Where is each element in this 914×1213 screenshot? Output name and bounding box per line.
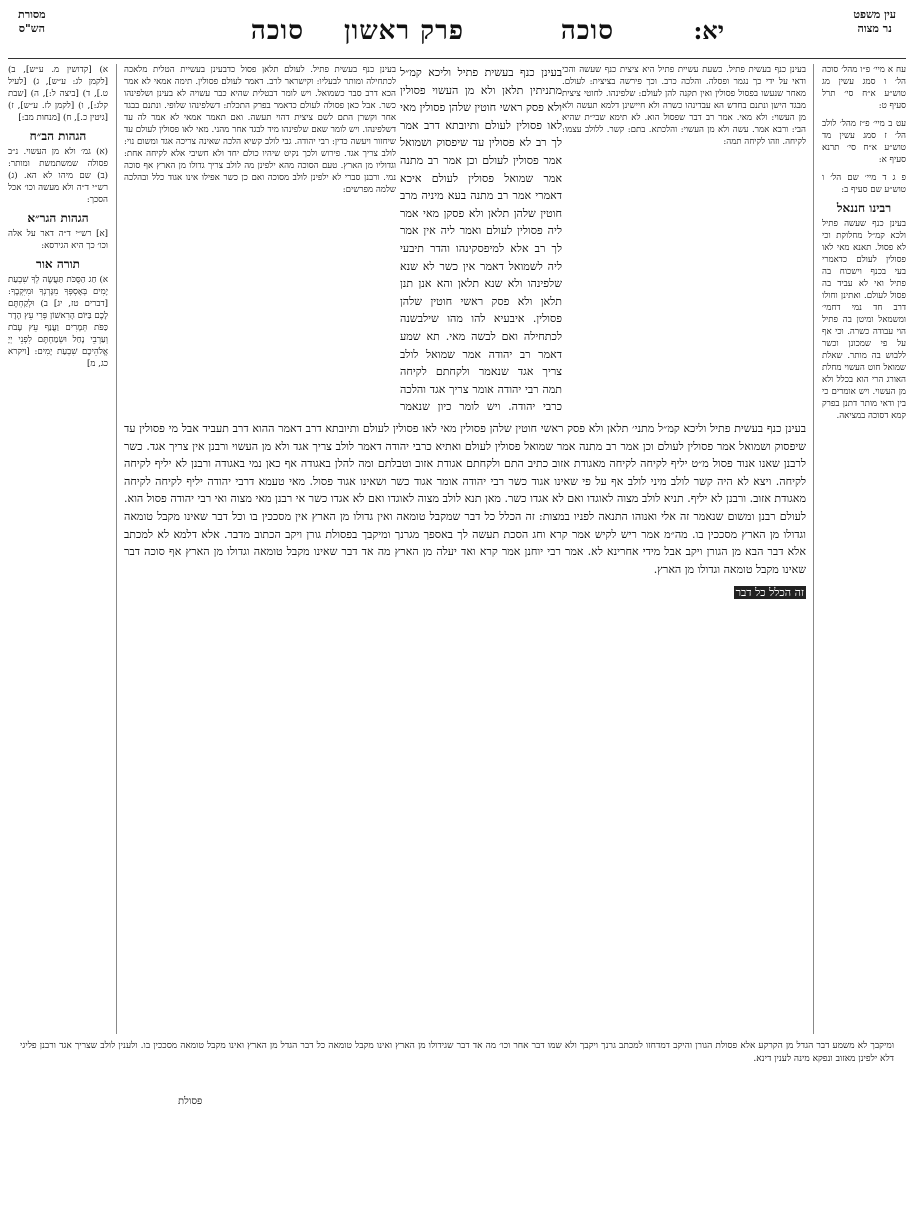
- rabbeinu-chananel-text: בעינן כנף שעשה פתיל ולכא קמ״ל מחלוקת וכי לא פסול. תאנא מאי לאו פסולין לעולם כדאמרי בעי בכנף וישכוח בה פתיל ואי לא עביד בה פסול לעולם. ואתינן וחולו דרב חד נמי דחמי׳ ומשמאל ומיטן בה פתיל הוי עבודה כשרה. וכי אף על פי שמכונן וכשר ללבוש בה מותר. שאלת שמואל חוט העשוי מחלת האורג הרי הוא בכלל ולא מן העשוי. ויש אומרים כי בין ודאי מותר דתנן בפרק קמא דסוכה במציאה.: [822, 219, 906, 421]
- rabbeinu-chananel-title: רבינו חננאל: [836, 201, 892, 215]
- tractate-title-secondary: סוכה: [250, 16, 304, 46]
- rashi-text: בעינן כנף בעשית פתיל. כשעת עשיית פתיל היא ציצית כנף שעשה והכי ודאי על ידי כך נגמר ופסלה. והלכה כרב. וכך פירשה בציצית: לעולם. מאחר שנעשו בפסול פסולין ואין תקנה להן לעולם: שלפינהו. לחוטי ציצית מבגד הישן ונתנם בחדש הא עבדינהו כשרה ולא חיישינן דלמא תעשה ולא מן העשוי: ולא מאי. אמר רב דבר שפסול הוא. לא תימא שבי״ת שהיא הבי: ורבא אמר. עשה ולא מן העשוי: והלכתא. בתם: קשר. ללולב עצמו: לקיחה. וזהו לקיחה תמה:: [562, 65, 806, 147]
- ein-mishpat-entry-3: פ ג ד מיי׳ שם הל׳ ו טוש״ע שם סעיף ב:: [822, 173, 906, 195]
- ein-mishpat-entry-2: עט ב מיי׳ פ״ז מהל׳ לולב הל׳ ז סמג עשין מד טוש״ע א״ח סי׳ תרנא סעיף א:: [822, 119, 906, 165]
- ein-mishpat-entry-1: עח א מיי׳ פ״ו מהל׳ סוכה הל׳ ו סמג עשין מג טוש״ע א״ח סי׳ תרל סעיף ט:: [822, 65, 906, 111]
- rashi-column: [562, 64, 806, 314]
- page-header: [10, 6, 904, 52]
- masoret-label: מסורת הש"ס: [18, 8, 46, 35]
- ein-mishpat-label: עין משפט נר מצוה: [853, 8, 896, 35]
- tosafot-text: בעינן כנף בעשית פתיל. לעולם תלאן פסול כדבעינן בעשיית הטלית מלאכה לכתחילה ומותר לבעליו: וקישראר לרב. דאמר לעולם פסולין. תימה אמאי לא אמר הכא דרב סבר כשמואל. ויש לומר דבטלית שהיא כבר עשויה לא בעינן ושלפינהו כשר. אבל כאן פסולה לעולם כדאמר בפרק התכלת: דשלפינהו שלופי. ונתנם בבגד אחר וקשרן התם לשם ציצית דהוי תעשה. ואם תאמר אמאי לא אמר לה עד דשלפינהו. ויש לומר שאם שלפינהו מיד לבגד אחר מהני. מאי לאו פסולין לעולם עד שיחזור ויעשה כדין: רבי יהודה. גבי לולב קשיא הלכה שאינה צריכה אגד ומשום נוי: לולב צריך אגד. פירוש ולכך נקיט שיהיו כולם יחד ולא חשיבי אלא לקיחה אחת: וגדוליו מן הארץ. טעם הסוכה מהא ילפינן מה לולב צריך גדולו מן הארץ אף סוכה נמי. ורבנן סברי לא ילפינן לולב מסוכה ואם כן כשר אפילו אינו אגוד כלל ובהלכה שלמה מפרשים:: [124, 65, 396, 195]
- gemara-text-top: בעינן כנף בעשית פתיל וליכא קמ״ל מתניתין תלאן ולא מן העשוי פסולין ולא פסק ראשי חוטין שלהן פסולין מאי לאו פסולין לעולם ותיובתא דרב אמר לך רב לא פסולין עד שיפסוק ושמואל אמר פסולין לעולם וכן אמר רב מתנה אמר שמואל פסולין לעולם איכא דאמרי אמר רב מתנה בעא מיניה מרב חוטין שלהן תלאן ולא פסקן מאי אמר ליה פסולין לעולם ואמר ליה אין אמר לך רב אלא למיפסקינהו והדר תיבעי ליה לשמואל דאמר אין כשר לא שנא שלפינהו ולא שנא תלאן והא אנן תנן תלאן ולא פסק ראשי חוטין שלהן פסולין. איבעיא להו מהו שילבשנה לכתחילה ואם לבשה מאי. תא שמע דאמר רב יהודה אמר שמואל לולב צריך אגד שנאמר ולקחתם לקיחה תמה רבי יהודה אומר צריך אגד והלכה כרבי יהודה. ויש לומר כיון שנאמר: [400, 66, 562, 414]
- bottom-commentary: ומיקבך לא משמע דבר הגדל מן הקרקע אלא פסולת הגורן והיקב דמדחזו למכתב גרנך ויקבך ולא שמו דבר אחר וכו׳ מה אד דבר שגידולו מן הארץ ואינו מקבל טומאה כל דבר הגדל מן הארץ ואינו מקבל טומאה מסככין בו. ולענין לולב שצריך אגד ורבנן פליגי דלא ילפינן מאזוב ונפקא מינה לענין דינא.: [20, 1041, 894, 1064]
- hagahot-gra-title: הגהות הגר״א: [27, 211, 89, 225]
- daf-number: יא:: [693, 16, 724, 45]
- hagahot-bach-text: (א) גמ׳ ולא מן העשוי. נ״ב פסולה שמשתמשת ומותר: (ב) שם מיהו לא הא. (ג) רש״י ד״ה ולא מעשה וכו׳ אכל הסכך:: [8, 147, 108, 205]
- gemara-text-wide: בעינן כנף בעשית פתיל וליכא קמ״ל מתני׳ תלאן ולא פסק ראשי חוטין שלהן פסולין מאי לאו פסולין לעולם ותיובתא דרב דאמר ההוא דרב תעביד אבל מי פסולין עד שיפסוק ושמואל אמר פסולין לעולם וכן אמר רב מתנה אמר שמואל פסולין לעולם ואתיא כרבי יהודה דאמר לולב צריך אגד ולא מן העשוי ורבנן אין צריך אגד. כשר לרבנן שאנו אנוד פסול מ״ט יליף לקיחה לקיחה מאגודת אזוב כתיב התם ולקחתם אגודת אזוב וטבלתם ומה להלן באגודה אף כאן נמי באגודה ורבנן לא יליף לקיחה לקיחה. ויצא לא היה קשר לולב מיני לולב אף על פי שאינו אגוד כשר רבי יהודה אומר אגוד כשר ושאינו אגוד פסול. מאי טעמא דרבי יהודה יליף לקיחה לקיחה מאגודת אזוב. ורבנן לא יליף. תניא לולב מצוה לאוגדו ואם לא אגדו כשר. מאן תנא לולב מצוה לאוגדו ואם לא אגדו כשר אי רבנן מאי מצוה ואי רבי יהודה פסול הוא. לעולם רבנן ומשום שנאמר זה אלי ואנוהו התנאה לפניו במצות: זה הכלל כל דבר שמקבל טומאה ואין גדולו מן הארץ אין מסככין בו וכל דבר שאינו מקבל טומאה וגדולו מן הארץ מסככין בו. מה״מ אמר ריש לקיש אמר קרא וחג הסכת תעשה לך באספך מגרנך ומיקבך בפסולת גורן ויקב הכתוב מדבר. אלא דלמא לא למכתב אלא דבר הבא מן הגורן ויקב אבל מידי אחרינא לא. אמר רבי יוחנן אמר קרא ואד יעלה מן הארץ מה אד דבר שאינו מקבל טומאה וגדולו מן הארץ אף סוכה דבר שאינו מקבל טומאה וגדולו מן הארץ.: [124, 422, 806, 576]
- gemara-column-top: [400, 64, 562, 414]
- rule-right: [813, 64, 814, 1034]
- gemara-column-wide: [124, 420, 806, 1030]
- torah-or-title: תורה אור: [35, 257, 81, 271]
- torah-or-text: א) חַג הַסֻּכֹּת תַּעֲשֶׂה לְךָ שִׁבְעַת יָמִים בְּאָסְפְּךָ מִגָּרְנְךָ וּמִיִּקְבֶךָ: [דברים טז, יג] ב) וּלְקַחְתֶּם לָכֶם בַּיּוֹם הָרִאשׁוֹן פְּרִי עֵץ הָדָר כַּפֹּת תְּמָרִים וַעֲנַף עֵץ עָבֹת וְעַרְבֵי נָחַל וּשְׂמַחְתֶּם לִפְנֵי יְיָ אֱלֹהֵיכֶם שִׁבְעַת יָמִים: [ויקרא כג, מ]: [8, 275, 108, 369]
- hagahot-bach-title: הגהות הב״ח: [29, 129, 87, 143]
- catchword-footer: פסולת: [178, 1096, 203, 1107]
- hagahot-gra-text: [א] רש״י ד״ה דאר על אלה וכו׳ כך היא הגירסא:: [8, 229, 108, 251]
- chapter-title: פרק ראשון: [343, 16, 464, 46]
- masoret-column: [8, 64, 108, 1084]
- tractate-title: סוכה: [560, 16, 614, 46]
- tosafot-column: [124, 64, 396, 364]
- ein-mishpat-column: [822, 64, 906, 1084]
- masoret-entries: א) [קדושין מ. ע״ש], ב) [לקמן לג: ע״ש], ג) [לעיל ט.], ד) [ביצה ל:], ה) [שבת קלג:], ו) [לקמן לז. ע״ש], ז) [גיטין כ.], ח) [מנחות מב:]: [8, 65, 108, 123]
- rule-left: [116, 64, 117, 1034]
- header-divider: [8, 58, 906, 59]
- gemara-highlight: זה הכלל כל דבר: [735, 586, 804, 600]
